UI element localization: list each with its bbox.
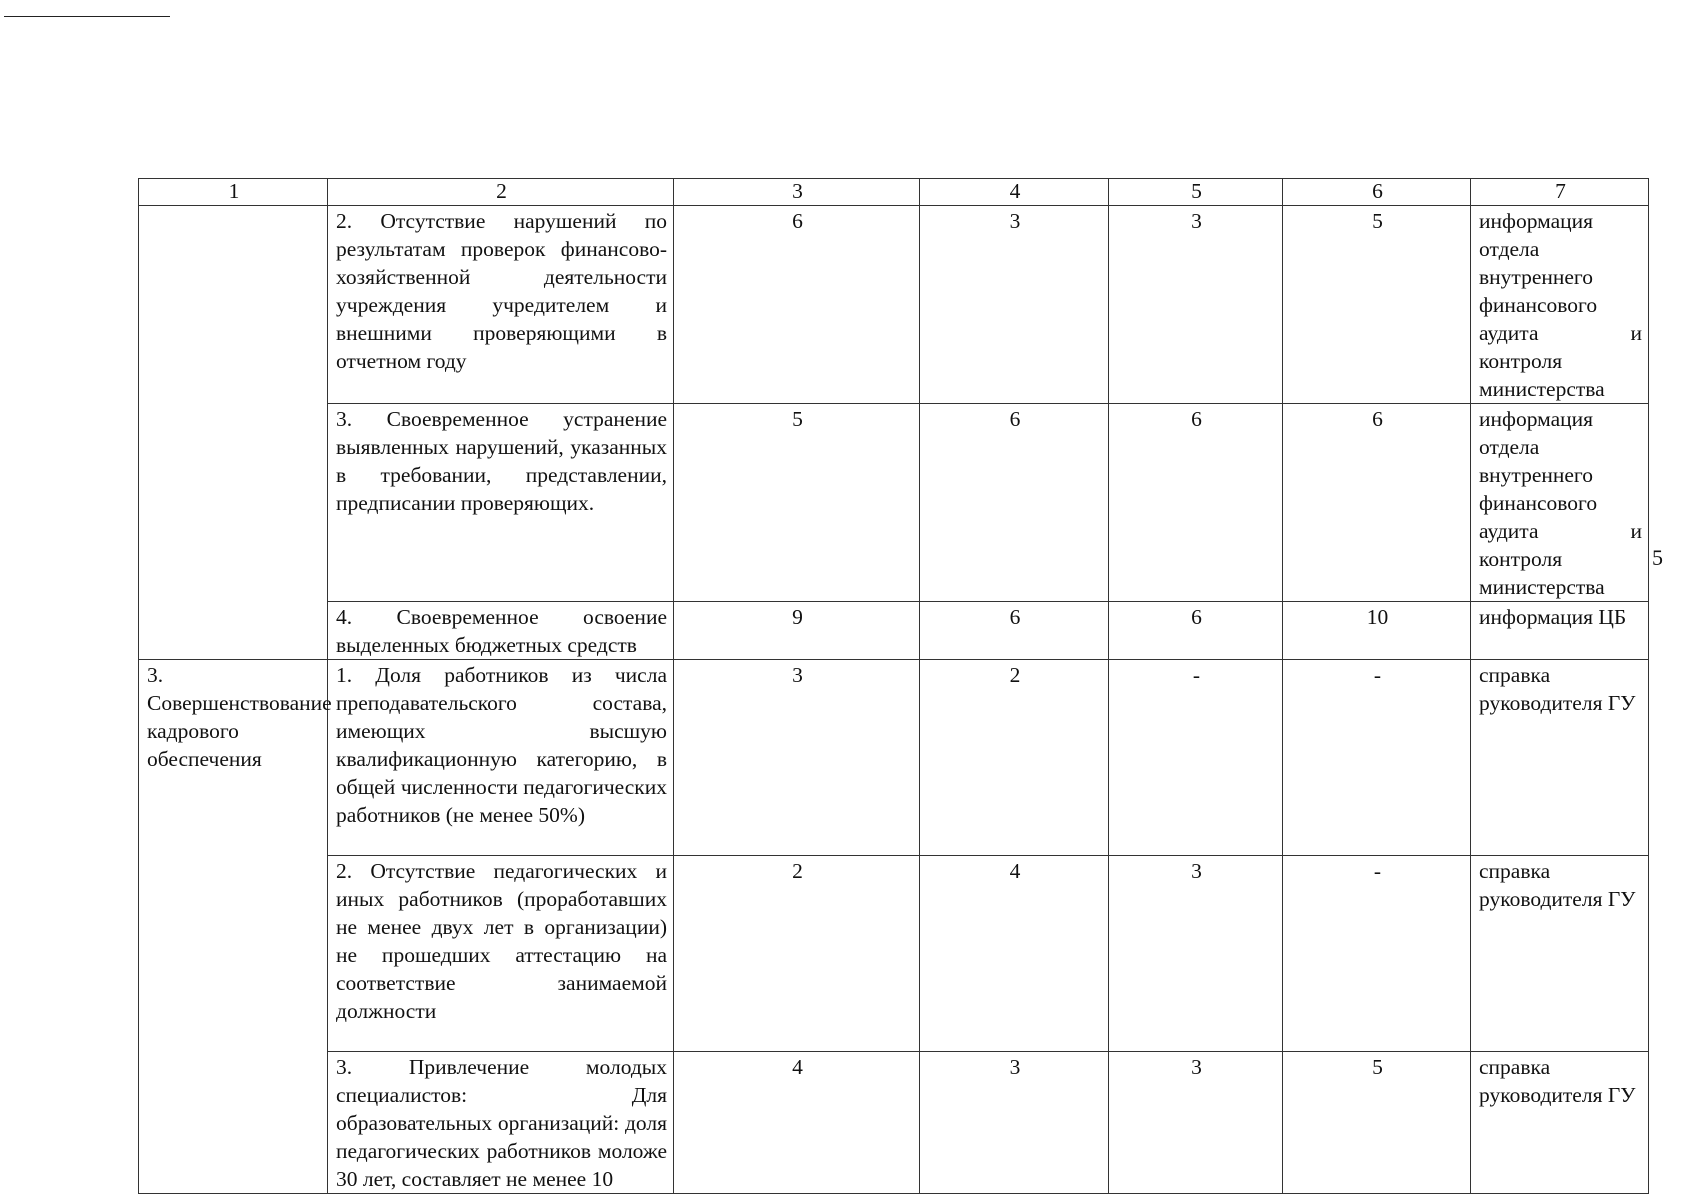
value-cell: 6 — [1283, 404, 1471, 602]
column-number: 1 — [139, 179, 328, 206]
column-number: 5 — [1109, 179, 1283, 206]
source-cell: информация ЦБ — [1471, 602, 1649, 660]
value-cell: 9 — [674, 602, 920, 660]
value-cell: - — [1109, 660, 1283, 856]
criterion-cell: 3. Привлечение молодых специалистов: Для образовательных организаций: доля педагогических работников моложе 30 лет, составляет не менее 10 — [328, 1052, 674, 1194]
value-cell: 2 — [920, 660, 1109, 856]
column-number: 4 — [920, 179, 1109, 206]
top-rule — [4, 16, 170, 17]
source-cell: информация отдела внутреннего финансового аудита и контроля министерства — [1471, 206, 1649, 404]
value-cell: 6 — [674, 206, 920, 404]
value-cell: 6 — [1109, 404, 1283, 602]
criterion-cell: 2. Отсутствие педагогических и иных работников (проработавших не менее двух лет в организации) не прошедших аттестацию на соответствие занимаемой должности — [328, 856, 674, 1052]
criterion-cell: 1. Доля работников из числа преподавательского состава, имеющих высшую квалификационную категорию, в общей численности педагогических работников (не менее 50%) — [328, 660, 674, 856]
value-cell: 6 — [920, 404, 1109, 602]
source-cell: справка руководителя ГУ — [1471, 660, 1649, 856]
value-cell: 3 — [920, 1052, 1109, 1194]
table-row — [139, 660, 1649, 856]
source-cell: справка руководителя ГУ — [1471, 856, 1649, 1052]
page-number: 5 — [1652, 545, 1663, 570]
value-cell: 3 — [1109, 856, 1283, 1052]
value-cell: 5 — [1283, 1052, 1471, 1194]
criteria-table — [138, 178, 1649, 1194]
value-cell: 3 — [1109, 1052, 1283, 1194]
table-row — [139, 856, 1649, 1052]
column-number-row — [139, 179, 1649, 206]
value-cell: 3 — [674, 660, 920, 856]
direction-cell: 3. Совершенствование кадрового обеспечения — [139, 660, 328, 1194]
value-cell: - — [1283, 660, 1471, 856]
table-row — [139, 602, 1649, 660]
source-cell: справка руководителя ГУ — [1471, 1052, 1649, 1194]
value-cell: 6 — [920, 602, 1109, 660]
criterion-cell: 3. Своевременное устранение выявленных нарушений, указанных в требовании, представлении, предписании проверяющих. — [328, 404, 674, 602]
value-cell: 2 — [674, 856, 920, 1052]
column-number: 3 — [674, 179, 920, 206]
criterion-cell: 2. Отсутствие нарушений по результатам проверок финансово-хозяйственной деятельности учреждения учредителем и внешними проверяющими в отчетном году — [328, 206, 674, 404]
direction-cell — [139, 206, 328, 660]
source-cell: информация отдела внутреннего финансового аудита и контроля министерства — [1471, 404, 1649, 602]
value-cell: 5 — [674, 404, 920, 602]
value-cell: 3 — [1109, 206, 1283, 404]
column-number: 7 — [1471, 179, 1649, 206]
table-row — [139, 1052, 1649, 1194]
table-row — [139, 404, 1649, 602]
value-cell: 6 — [1109, 602, 1283, 660]
value-cell: - — [1283, 856, 1471, 1052]
value-cell: 3 — [920, 206, 1109, 404]
table-row — [139, 206, 1649, 404]
column-number: 2 — [328, 179, 674, 206]
value-cell: 4 — [674, 1052, 920, 1194]
value-cell: 5 — [1283, 206, 1471, 404]
value-cell: 10 — [1283, 602, 1471, 660]
value-cell: 4 — [920, 856, 1109, 1052]
column-number: 6 — [1283, 179, 1471, 206]
criterion-cell: 4. Своевременное освоение выделенных бюджетных средств — [328, 602, 674, 660]
